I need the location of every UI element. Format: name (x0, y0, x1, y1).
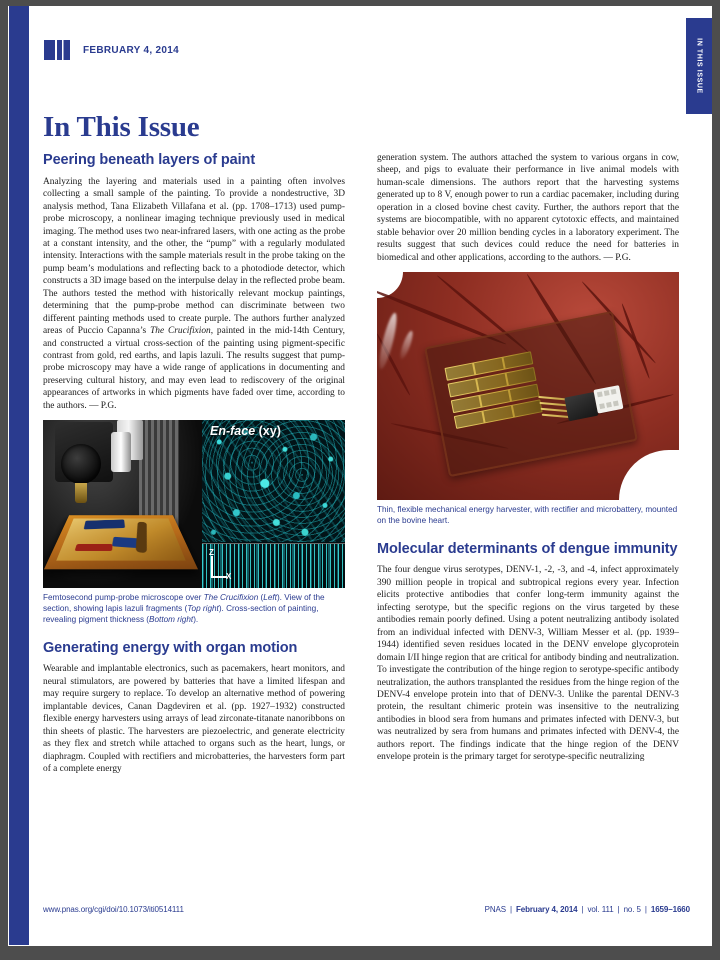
nanoribbon-cell (455, 412, 484, 428)
painting-figure-shape (136, 522, 147, 554)
footer-pages: 1659–1660 (650, 905, 690, 914)
paint-body-part2: , painted in the mid-14th Century, and constructed a virtual cross-section of the painting using pigment-specific contrast from gold, red earths, and lapis lazuli. The results suggest that pump-probe microscopy may have a wide range of applications in documenting and preserving cultural history, and may even lead to rediscovery of the original appearances of artworks in which pigments have faded over time, according to the authors. — P.G. (43, 326, 345, 411)
section-tab-in-this-issue[interactable] (686, 18, 712, 114)
page-spine-bar (9, 6, 29, 945)
window-frame-left (0, 0, 8, 960)
chip-pad (604, 390, 610, 396)
figure-image-bovine-heart (377, 272, 679, 500)
paint-body-part1: Analyzing the layering and materials used in a painting often involves collecting a small sample of the painting. To provide a nondestructive, 3D analysis method, Tana Elizabeth Villafana et al. (pp. 1708–1713) used pump-probe microscopy, a nonlinear imaging technique previously used in medical imaging. The method uses two near-infrared lasers, with one acting as the probe at a constant intensity, and the other, the “pump” with a regularly modulated intensity. Interactions with the sample materials result in the probe taking on the pump beam’s modulations and reflecting back to a photodiode detector, which constructs a 3D image based on the interpulse delay in the reflected probe beam. The authors tested the method with historically relevant mockup paintings, determining that the pump-probe method can discriminate between two different painting methods used to create purple. The authors further analyzed areas of Puccio Capanna’s (43, 176, 345, 337)
right-column (377, 152, 679, 902)
footer-date: February 4, 2014 (515, 905, 578, 914)
enface-label (210, 424, 281, 438)
chip-pad (606, 402, 612, 408)
book-icon (44, 40, 70, 60)
microscopy-image-pane (202, 420, 345, 588)
footer-sep: | (644, 905, 647, 914)
figure-pump-probe-microscope (43, 420, 345, 625)
footer-sep: | (617, 905, 620, 914)
nanoribbon-cell (446, 364, 475, 380)
figure-image-microscope (43, 420, 345, 588)
nanoribbon-cell (503, 352, 532, 368)
heart-specular-highlight-2 (398, 330, 415, 361)
footer-doi[interactable]: www.pnas.org/cgi/doi/10.1073/iti0514111 (43, 905, 184, 914)
heading-generating-energy-with-organ-motion: Generating energy with organ motion (43, 639, 298, 656)
cross-section-image (202, 543, 345, 588)
article-body-energy-right: generation system. The authors attached the system to various organs in cow, sheep, and pigs to evaluate their performance in live animal models with human-scale dimensions. The authors report that the harvesting systems generated up to 8 V, enough power to run a cardiac pacemaker, including during operation in a closed bovine chest cavity. Further, the authors report that the systems are biocompatible, with no apparent cytotoxic effects, and maintained stable behavior over 20 million bending cycles in a laboratory experiment. The results suggest that such devices could reduce the need for batteries in biomedical and other applications, according to the authors. — P.G. (377, 153, 679, 263)
figure-caption-microscope (43, 593, 345, 625)
painting-sample (44, 516, 198, 570)
article-body-dengue: The four dengue virus serotypes, DENV-1, -2, -3, and -4, infect approximately 390 million people in tropical and subtropical regions every year. Infection elicits protective antibodies that confer long-term immunity against the infecting serotype, but the specific regions on the virus targeted by these antibodies remain poorly defined. Using a potent neutralizing antibody isolated from an individual infected with DENV-3, William Messer et al. (pp. 1939–1944) identified seven residues located in the DENV envelope glycoprotein domain I/II hinge region that are critical for antibody binding and neutralization. To investigate the contribution of the hinge region to serotype-specific antibody neutralization, the authors transplanted the residues from the hinge region of the DENV-4 envelope protein into that of DENV-3. Unlike the parental DENV-3 protein, the resultant chimeric protein was insensitive to the neutralizing antibodies in blood sera from humans and primates infected with DENV-3, but was neutralized by sera from humans and primates infected with DENV-4, the authors report. The findings indicate that the hinge region of the DENV envelope protein is the primary target for serotype-specific neutralizing (377, 565, 679, 763)
nanoribbon-cell (478, 374, 507, 390)
window-frame-bottom (0, 946, 720, 960)
page-footer (43, 905, 690, 914)
figure-energy-harvester (377, 272, 679, 527)
caption-text-5: ). (193, 614, 199, 624)
nanoribbon-cell (509, 384, 538, 400)
microscope-pillar (139, 420, 179, 530)
nanoribbon-cell (452, 396, 481, 412)
footer-sep: | (510, 905, 512, 914)
nanoribbon-cell (513, 400, 542, 416)
left-column (43, 152, 345, 902)
footer-citation (485, 905, 690, 914)
heart-vein (621, 303, 651, 379)
article-body-paint (43, 176, 345, 413)
chip-pad (599, 403, 605, 409)
microscope-tube-lower (111, 432, 131, 472)
chip-pad (613, 401, 619, 407)
caption-text-3: ). View of the section, showing lapis lazuli fragments ( (43, 593, 325, 614)
axis-label-x: X (226, 572, 232, 582)
nanoribbon-cell (481, 390, 510, 406)
enface-label-italic: En-face (210, 424, 256, 439)
footer-volume: vol. 111 (587, 905, 614, 914)
nanoribbon-cell (506, 368, 535, 384)
article-columns (43, 152, 680, 902)
enface-image (202, 420, 345, 542)
microscope-lens (75, 483, 87, 503)
caption-text-2: ( (258, 593, 264, 603)
heading-molecular-determinants-of-dengue-immunity: Molecular determinants of dengue immunity (377, 540, 678, 557)
footer-issue: no. 5 (623, 905, 641, 914)
footer-sep: | (581, 905, 584, 914)
caption-italic-4: Bottom right (149, 614, 194, 624)
window-frame-top (0, 0, 720, 6)
caption-text-4: ). Cross-section of painting, revealing pigment thickness ( (43, 604, 319, 624)
painting-red-pigment (75, 544, 113, 551)
axis-label-z: Z (209, 548, 214, 558)
footer-journal: PNAS (484, 905, 506, 914)
chip-pad (611, 389, 617, 395)
rectifier-chip (564, 392, 598, 421)
nanoribbon-cell (449, 380, 478, 396)
microbattery-chip (593, 385, 623, 414)
nanoribbon-cell (484, 406, 513, 422)
page-title: In This Issue (43, 111, 200, 144)
energy-harvester-device (424, 311, 638, 477)
article-body-energy-left: Wearable and implantable electronics, such as pacemakers, heart monitors, and neural stimulators, are powered by batteries that have a limited lifespan and may require surgery to replace. To develop an alternative method of powering implantable devices, Canan Dagdeviren et al. (pp. 1927–1932) constructed flexible energy harvesters using arrays of lead zirconate-titanate nanoribbons on thin sheets of plastic. The harvesters are piezoelectric, and generate electricity as they flex and stretch while attached to organs such as the heart, lungs, or diaphragm. Coupled with rectifiers and microbatteries, the harvesters form part of a complete energy (43, 664, 345, 775)
axis-corner-marker (211, 556, 227, 578)
masthead (44, 40, 179, 60)
chip-pad (597, 392, 603, 398)
figure-caption-energy-harvester: Thin, flexible mechanical energy harvester, with rectifier and microbattery, mounted on the bovine heart. (377, 505, 678, 525)
microscope-photo-pane (43, 420, 202, 588)
caption-italic-1: The Crucifixion (203, 593, 259, 603)
caption-italic-2: Left (263, 593, 277, 603)
heading-peering-beneath-layers-of-paint: Peering beneath layers of paint (43, 152, 256, 168)
heart-image-corner-bottom-right (619, 450, 679, 500)
enface-label-plain: (xy) (255, 424, 281, 439)
nanoribbon-cell (474, 358, 503, 374)
caption-italic-3: Top right (187, 604, 219, 614)
issue-date: FEBRUARY 4, 2014 (83, 44, 179, 56)
window-frame-right (712, 0, 720, 960)
piezoelectric-nanoribbon-array (444, 351, 542, 429)
paint-body-italic-title: The Crucifixion (150, 326, 211, 337)
section-tab-label: IN THIS ISSUE (695, 38, 703, 94)
caption-text-1: Femtosecond pump-probe microscope over (43, 593, 204, 603)
